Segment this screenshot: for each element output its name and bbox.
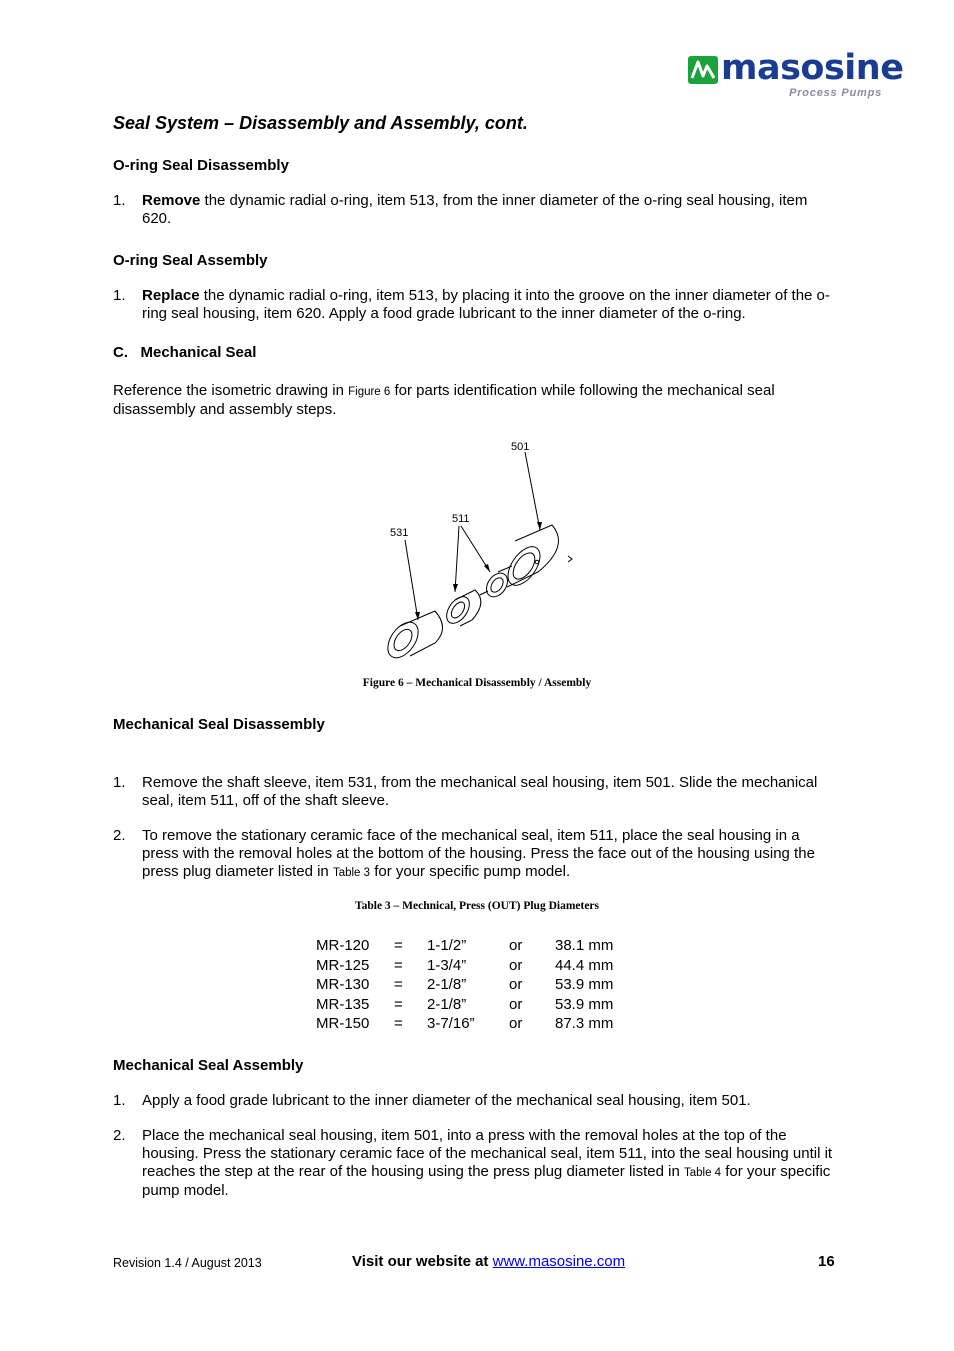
table-reference: Table 4 <box>684 1167 722 1179</box>
mechanical-seal-drawing <box>380 430 590 670</box>
step-number: 2. <box>113 827 126 844</box>
callout-501: 501 <box>511 441 530 453</box>
callout-511: 511 <box>452 513 470 525</box>
disassembly-step-2 <box>113 827 838 882</box>
reference-text: Reference the isometric drawing in <box>113 382 349 399</box>
part-531-sleeve <box>400 611 443 656</box>
step-number: 1. <box>113 192 126 209</box>
table-cell-mm: 53.9 mm <box>555 976 614 994</box>
oring-assembly-step <box>113 287 838 323</box>
table-cell-inch: 2-1/8” <box>427 976 467 994</box>
table-cell-inch: 3-7/16” <box>427 1015 475 1033</box>
assembly-step-2 <box>113 1127 838 1200</box>
oring-assembly-heading: O-ring Seal Assembly <box>113 252 268 269</box>
table-cell-mm: 38.1 mm <box>555 937 614 954</box>
table-cell-model: MR-130 <box>316 976 370 994</box>
assembly-step-1 <box>113 1092 838 1110</box>
part-501-face <box>502 541 547 591</box>
plug-diameter-table <box>316 937 625 1035</box>
step-text-cont: for your specific pump model. <box>142 1163 831 1199</box>
mechanical-assembly-heading: Mechanical Seal Assembly <box>113 1057 304 1074</box>
website-link[interactable]: www.masosine.com <box>492 1253 626 1270</box>
table-cell-inch: 1-3/4” <box>427 956 467 974</box>
step-text: Place the mechanical seal housing, item 501, into a press with the removal holes at the top of the housing. Press the stationary ceramic face of the mechanical seal, item 511, into the seal housing until it reaches the step at the rear of the housing using the press plug diameter listed in <box>142 1127 833 1180</box>
table-cell-mm: 44.4 mm <box>555 956 614 974</box>
step-lead: Replace <box>142 287 200 304</box>
page-number: 16 <box>818 1253 835 1270</box>
mechanical-seal-heading: C. Mechanical Seal <box>113 344 257 361</box>
logo-wordmark: masosine <box>721 48 904 88</box>
step-text: To remove the stationary ceramic face of the mechanical seal, item 511, place the seal housing in a press with the removal holes at the bottom of the housing. Press the face out of the housing using the press plug diameter listed in <box>142 827 815 880</box>
figure-reference: Figure 6 <box>348 386 391 398</box>
table-row <box>316 1015 625 1035</box>
logo-mark-icon <box>688 56 718 84</box>
logo-tagline: Process Pumps <box>789 87 882 99</box>
table-cell-eq: = <box>394 1015 403 1033</box>
step-lead: Remove <box>142 192 201 209</box>
step-text-cont: for your specific pump model. <box>370 863 571 880</box>
table-cell-eq: = <box>394 937 403 954</box>
website-line <box>352 1253 625 1270</box>
table-row <box>316 937 625 957</box>
table-cell-model: MR-150 <box>316 1015 370 1033</box>
table-row <box>316 976 625 996</box>
step-number: 1. <box>113 287 126 304</box>
table-cell-eq: = <box>394 956 403 974</box>
table-row <box>316 957 625 977</box>
callout-531: 531 <box>390 527 409 539</box>
step-text: Remove the shaft sleeve, item 531, from the mechanical seal housing, item 501. Slide the mechanical seal, item 511, off of the shaft sleeve. <box>142 774 818 809</box>
oring-disassembly-step <box>113 192 838 228</box>
step-text: Apply a food grade lubricant to the inner diameter of the mechanical seal housing, item 501. <box>142 1092 751 1109</box>
part-511-ring <box>482 569 512 601</box>
table-cell-eq: = <box>394 976 403 994</box>
revision-text: Revision 1.4 / August 2013 <box>113 1256 262 1270</box>
table-cell-model: MR-135 <box>316 995 370 1013</box>
table-cell-or: or <box>509 976 523 994</box>
table-row <box>316 996 625 1016</box>
table-cell-mm: 87.3 mm <box>555 1015 614 1033</box>
table-cell-mm: 53.9 mm <box>555 995 614 1013</box>
table-cell-inch: 2-1/8” <box>427 995 467 1013</box>
table-cell-inch: 1-1/2” <box>427 937 467 954</box>
table-cell-or: or <box>509 1015 523 1033</box>
table-cell-eq: = <box>394 995 403 1013</box>
visit-label: Visit our website at <box>352 1253 493 1270</box>
table-caption: Table 3 – Mechnical, Press (OUT) Plug Diameters <box>354 900 600 912</box>
page-title: Seal System – Disassembly and Assembly, cont. <box>113 113 528 133</box>
step-number: 1. <box>113 774 126 791</box>
step-number: 1. <box>113 1092 126 1109</box>
masosine-logo <box>688 48 904 102</box>
oring-disassembly-heading: O-ring Seal Disassembly <box>113 157 289 174</box>
mechanical-disassembly-heading: Mechanical Seal Disassembly <box>113 716 325 733</box>
step-text: the dynamic radial o-ring, item 513, from the inner diameter of the o-ring seal housing, item 620. <box>142 192 808 227</box>
step-text: the dynamic radial o-ring, item 513, by placing it into the groove on the inner diameter of the o-ring seal housing, item 620. Apply a food grade lubricant to the inner diameter of the o-ring. <box>142 287 830 322</box>
table-cell-or: or <box>509 995 523 1013</box>
reference-text-cont: for parts identification while following the mechanical seal disassembly and assembly steps. <box>113 382 775 418</box>
table-reference: Table 3 <box>332 867 371 879</box>
table-cell-or: or <box>509 956 523 974</box>
step-number: 2. <box>113 1127 126 1144</box>
table-cell-model: MR-120 <box>316 937 370 954</box>
part-511-seal <box>455 590 481 626</box>
table-cell-model: MR-125 <box>316 956 370 974</box>
mechanical-seal-reference <box>113 382 838 419</box>
figure-caption: Figure 6 – Mechanical Disassembly / Assembly <box>362 677 592 689</box>
disassembly-step-1 <box>113 774 838 810</box>
table-cell-or: or <box>509 937 523 954</box>
